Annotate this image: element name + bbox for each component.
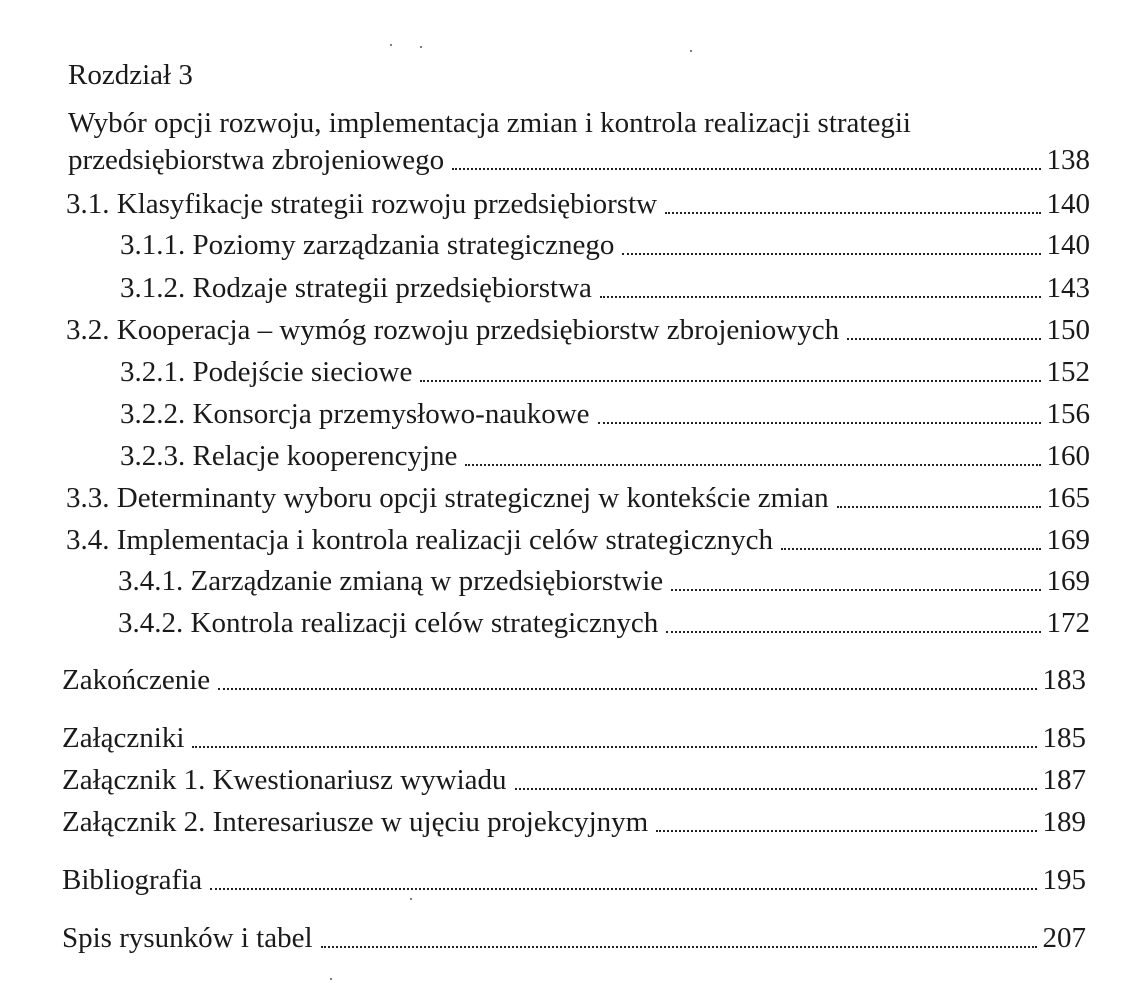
entry-title: 3.4. Implementacja i kontrola realizacji celów strategicznych [66, 524, 773, 556]
scan-speck [410, 898, 412, 900]
dot-leader [420, 380, 1040, 382]
entry-title: 3.1.2. Rodzaje strategii przedsiębiorstwa [120, 272, 592, 304]
entry-title: 3.2. Kooperacja – wymóg rozwoju przedsiębiorstw zbrojeniowych [66, 314, 840, 346]
dot-leader [600, 296, 1041, 298]
toc-entry [68, 141, 1090, 179]
dot-leader [598, 422, 1041, 424]
toc-entry [120, 353, 1090, 391]
entry-title: 3.2.3. Relacje kooperencyjne [120, 440, 458, 472]
entry-page: 165 [1046, 482, 1090, 514]
dot-leader [210, 888, 1036, 890]
toc-entry [118, 562, 1090, 600]
toc-entry [62, 761, 1086, 799]
entry-title: Załączniki [62, 722, 185, 754]
toc-entry [120, 437, 1090, 475]
entry-page: 169 [1046, 524, 1090, 556]
toc-entry [62, 719, 1086, 757]
entry-page: 207 [1042, 922, 1086, 954]
dot-leader [665, 212, 1040, 214]
entry-page: 152 [1046, 356, 1090, 388]
toc-entry [66, 479, 1090, 517]
dot-leader [452, 168, 1040, 170]
scan-speck [690, 50, 692, 52]
dot-leader [847, 338, 1040, 340]
entry-title: Załącznik 1. Kwestionariusz wywiadu [62, 764, 507, 796]
entry-page: 189 [1042, 806, 1086, 838]
entry-title: 3.4.1. Zarządzanie zmianą w przedsiębiorstwie [118, 565, 664, 597]
entry-title: 3.2.1. Podejście sieciowe [120, 356, 413, 388]
toc-entry [66, 521, 1090, 559]
toc-entry [66, 311, 1090, 349]
entry-title: 3.1.1. Poziomy zarządzania strategicznego [120, 229, 615, 261]
entry-title: 3.1. Klasyfikacje strategii rozwoju przedsiębiorstw [66, 188, 658, 220]
entry-title: Zakończenie [62, 664, 211, 696]
dot-leader [837, 506, 1041, 508]
entry-page: 140 [1046, 188, 1090, 220]
chapter-label: Rozdział 3 [68, 59, 193, 91]
scan-speck [390, 44, 392, 46]
dot-leader [218, 688, 1036, 690]
entry-page: 140 [1046, 229, 1090, 261]
entry-title: Spis rysunków i tabel [62, 922, 313, 954]
dot-leader [192, 746, 1036, 748]
dot-leader [666, 631, 1040, 633]
entry-page: 183 [1042, 664, 1086, 696]
dot-leader [671, 589, 1040, 591]
entry-page: 143 [1046, 272, 1090, 304]
entry-page: 150 [1046, 314, 1090, 346]
entry-page: 195 [1042, 864, 1086, 896]
scan-speck [420, 46, 422, 48]
dot-leader [781, 548, 1041, 550]
toc-entry [118, 604, 1090, 642]
entry-title: 3.3. Determinanty wyboru opcji strategicznej w kontekście zmian [66, 482, 829, 514]
toc-entry [62, 661, 1086, 699]
toc-entry [62, 861, 1086, 899]
entry-page: 160 [1046, 440, 1090, 472]
entry-title: 3.2.2. Konsorcja przemysłowo-naukowe [120, 398, 590, 430]
toc-entry [66, 185, 1090, 223]
toc-entry [120, 269, 1090, 307]
entry-page: 185 [1042, 722, 1086, 754]
entry-page: 138 [1046, 144, 1090, 176]
scan-speck [330, 978, 332, 980]
entry-page: 156 [1046, 398, 1090, 430]
entry-page: 169 [1046, 565, 1090, 597]
toc-entry [120, 395, 1090, 433]
toc-entry [120, 226, 1090, 264]
entry-title: Załącznik 2. Interesariusze w ujęciu projekcyjnym [62, 806, 649, 838]
dot-leader [622, 253, 1040, 255]
dot-leader [321, 946, 1037, 948]
toc-entry [62, 919, 1086, 957]
dot-leader [465, 464, 1040, 466]
entry-title: przedsiębiorstwa zbrojeniowego [68, 144, 445, 176]
entry-page: 172 [1046, 607, 1090, 639]
chapter-title: Wybór opcji rozwoju, implementacja zmian i kontrola realizacji strategii [68, 107, 911, 139]
entry-page: 187 [1042, 764, 1086, 796]
dot-leader [656, 830, 1036, 832]
dot-leader [515, 788, 1037, 790]
toc-entry [62, 803, 1086, 841]
entry-title: 3.4.2. Kontrola realizacji celów strategicznych [118, 607, 659, 639]
entry-title: Bibliografia [62, 864, 203, 896]
